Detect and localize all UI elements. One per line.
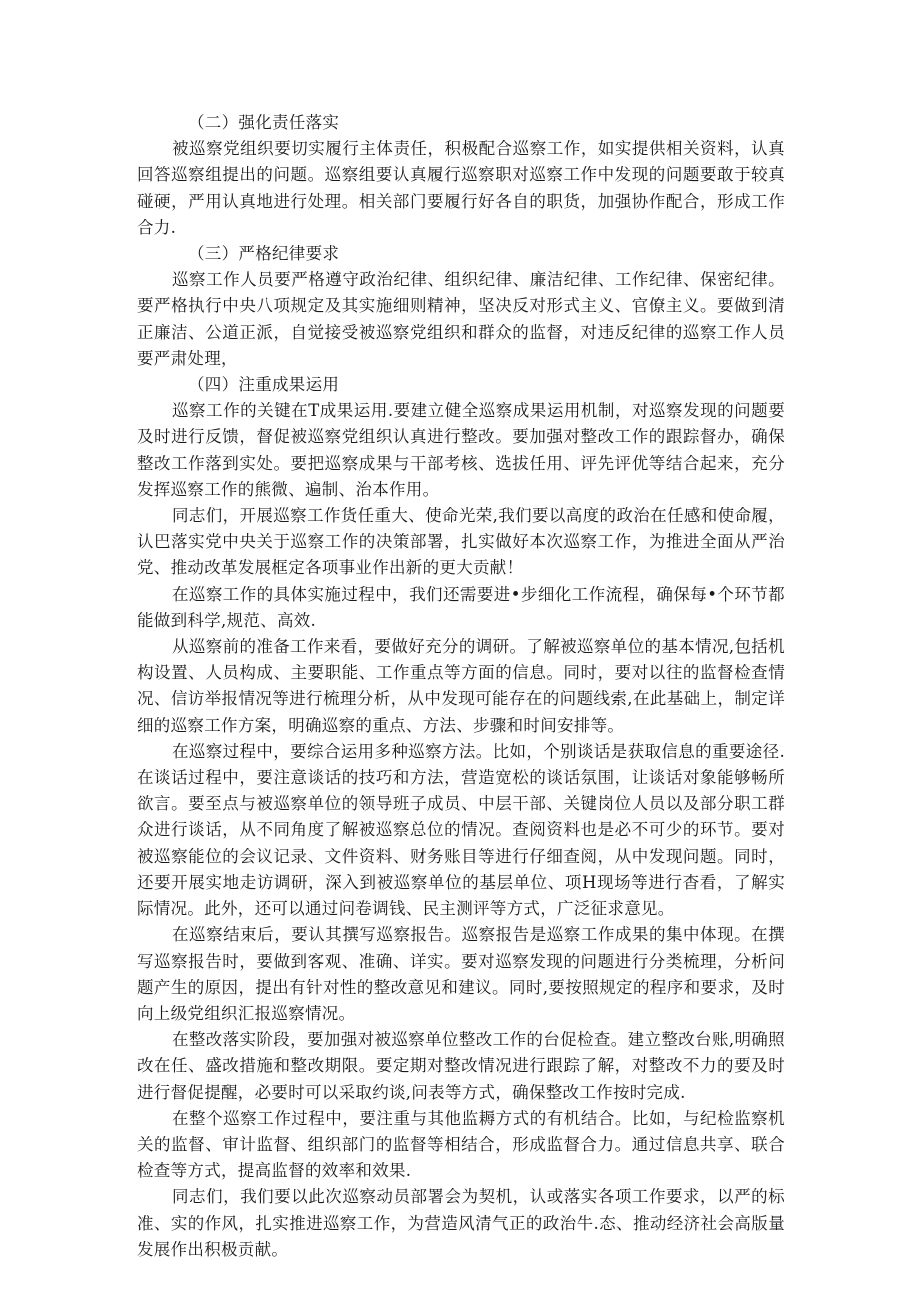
section-heading: （二）强化责任落实 [188,113,340,132]
section-heading: （四）注重成果运用 [188,375,340,395]
paragraph: 巡察工作的关键在T成果运用.要建立健全巡察成果运用机制，对巡察发现的问题要及时进行反馈，督促被巡察党组织认真进行整改。要加强对整改工作的跟踪督办，确保整改工作落到实处。要把巡察成果与干部考核、选拔任用、评先评优等结合起来，充分发挥巡察工作的熊微、遍制、治本作用。 [137,401,785,499]
section-2 [137,110,785,241]
paragraph: 在整个巡察工作过程中，要注重与其他监耨方式的有机结合。比如，与纪检监察机关的监督、审计监督、组织部门的监督等相结合，形成监督合力。通过信息共享、联合检查等方式，提高监督的效率和效果. [137,1108,785,1181]
paragraph: 从巡察前的准备工作来看，要做好充分的调研。了解被巡察单位的基本情况,包括机构设置、人员构成、主要职能、工作重点等方面的信息。同时，要对以往的监督检查情况、信访举报情况等进行梳理分析，从中发现可能存在的问题线索,在此基础上，制定详细的巡察工作方案，明确巡察的重点、方法、步骤和时间安排等。 [137,637,785,735]
section-3 [137,241,785,372]
paragraph: 同志们，我们要以此次巡察动员部署会为契机，认或落实各项工作要求，以严的标准、实的作风，扎实推进巡察工作，为营造风清气正的政治牛.态、推动经济社会高版量发展作出积极贡献。 [137,1187,785,1259]
paragraph: 在巡察工作的具体实施过程中，我们还需要进•步细化工作流程，确保每•个环节都能做到科学,规范、高效. [137,584,785,630]
section-heading: （三）严格纪律要求 [188,244,340,264]
paragraph: 在巡察过程中，要综合运用多种巡察方法。比如，个别谈话是获取信息的重要途径.在谈话过程中，要注意谈话的技巧和方法，营造宽松的谈话氛围，让谈话对象能够畅所欲言。要至点与被巡察单位的领导班子成员、中层干部、关键岗位人员以及部分职工群众进行谈话，从不同角度了解被巡察总位的情况。查阅资料也是必不可少的环节。要对被巡察能位的会议记录、文件资料、财务账目等进行仔细查阅，从中发现问题。同时，还要开展实地走访调研，深入到被巡察单位的基层单位、项H现场等进行杳看，了解实际情况。此外，还可以通过问卷调钱、民主测评等方式，广泛征求意见。 [137,741,785,919]
paragraph: 在整改落实阶段，要加强对被巡察单位整改工作的台促检查。建立整改台账,明确照改在任、盛改措施和整改期限。要定期对整改情况进行跟踪了解，对整改不力的要及时进行督促提醒，必要时可以采取约谈,问表等方式，确保整改工作按时完成. [137,1030,785,1102]
paragraph: 同志们，开展巡察工作货任重大、使命光荣,我们要以高度的政治在任感和使命履，认巴落实党中央关于巡察工作的决策部署，扎实做好本次巡察工作，为推进全面从严治党、推动改革发展框定各项事业作出新的更大贡献！ [137,506,785,578]
paragraph: 巡察工作人员要严格遵守政治纪律、组织纪律、廉洁纪律、工作纪律、保密纪律。要严格执行中央八项规定及其实施细则精神，坚决反对形式主义、官僚主义。要做到清正廉洁、公道正派，自觉接受被巡察党组织和群众的监督，对违反纪律的巡察工作人员要严肃处理， [137,270,785,368]
paragraph: 在巡察结束后，要认其撰写巡察报告。巡察报告是巡察工作成果的集中体现。在撰写巡察报告时，要做到客观、准确、详实。要对巡察发现的问题进行分类梳理，分析问题产生的原因，提出有针对性的整改意见和建议。同时,要按照规定的程序和要求，及时向上级党组织汇报巡察情况。 [137,925,785,1023]
section-4 [137,372,785,1263]
paragraph: 被巡察党组织要切实履行主体责任，积极配合巡察工作，如实提供相关资料，认真回答巡察组提出的问题。巡察组要认真履行巡察职对巡察工作中发现的问题要敢于较真碰硬，严用认真地进行处理。相关部门要履行好各自的职货，加强协作配合，形成工作合力. [137,139,785,237]
document-body [137,110,785,1263]
